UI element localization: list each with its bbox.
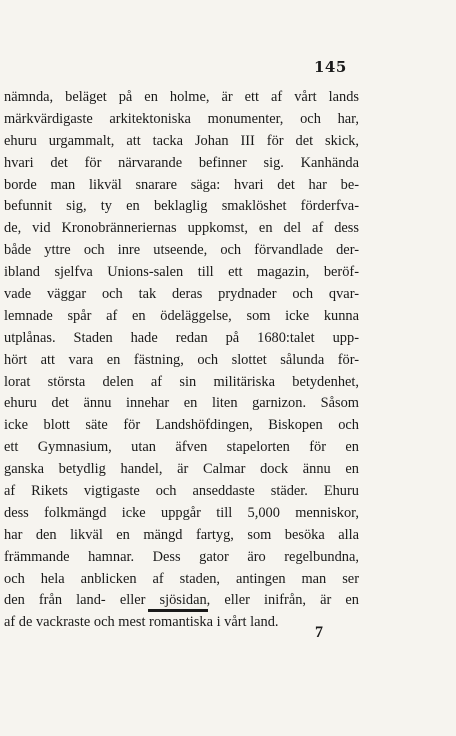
text-line: ett Gymnasium, utan äfven stapelorten för en — [4, 439, 359, 456]
text-line: ibland sjelfva Unions-salen till ett magazin, beröf- — [4, 264, 359, 281]
text-line: borde man likväl snarare säga: hvari det har be- — [4, 176, 359, 193]
text-line: befunnit sig, ty en beklaglig smaklöshet förderfva- — [4, 198, 359, 215]
page-number: 145 — [314, 58, 347, 76]
text-line: den från land- eller sjösidan, eller inifrån, är en — [4, 592, 359, 609]
text-line: främmande hamnar. Dess gator äro regelbundna, — [4, 548, 359, 565]
text-line: lemnade spår af en ödeläggelse, som icke kunna — [4, 307, 359, 324]
text-line: ehuru det ännu innehar en liten garnizon. Såsom — [4, 395, 359, 412]
text-line: lorat största delen af sin militäriska betydenhet, — [4, 373, 359, 390]
text-line: de, vid Kronobränneriernas uppkomst, en del af dess — [4, 220, 359, 237]
text-line: dess folkmängd icke uppgår till 5,000 menniskor, — [4, 504, 359, 521]
text-line: af de vackraste och mest romantiska i vårt land. — [4, 614, 279, 631]
text-line: ganska betydlig handel, är Calmar dock ännu en — [4, 461, 359, 478]
text-line: hört att vara en fästning, och slottet sålunda för- — [4, 351, 359, 368]
text-line: både yttre och inre utseende, och förvandlade der- — [4, 242, 359, 259]
text-line: och hela anblicken af staden, antingen man ser — [4, 570, 359, 587]
text-line: har den likväl en mängd fartyg, som besöka alla — [4, 526, 359, 543]
text-line: af Rikets vigtigaste och anseddaste städer. Ehuru — [4, 483, 359, 500]
text-line: nämnda, beläget på en holme, är ett af vårt lands — [4, 89, 359, 105]
text-line: vade väggar och tak deras prydnader och qvar- — [4, 286, 359, 303]
text-line: icke blott säte för Landshöfdingen, Biskopen och — [4, 417, 359, 434]
text-line: märkvärdigaste arkitektoniska monumenter, och har, — [4, 110, 359, 127]
section-rule — [148, 609, 208, 612]
text-line: ehuru urgammalt, att tacka Johan III för det skick, — [4, 132, 359, 149]
body-text — [4, 87, 359, 634]
signature-mark: 7 — [315, 624, 323, 641]
text-line: utplånas. Staden hade redan på 1680:talet upp- — [4, 329, 359, 346]
text-line: hvari det för närvarande befinner sig. Kanhända — [4, 154, 359, 171]
